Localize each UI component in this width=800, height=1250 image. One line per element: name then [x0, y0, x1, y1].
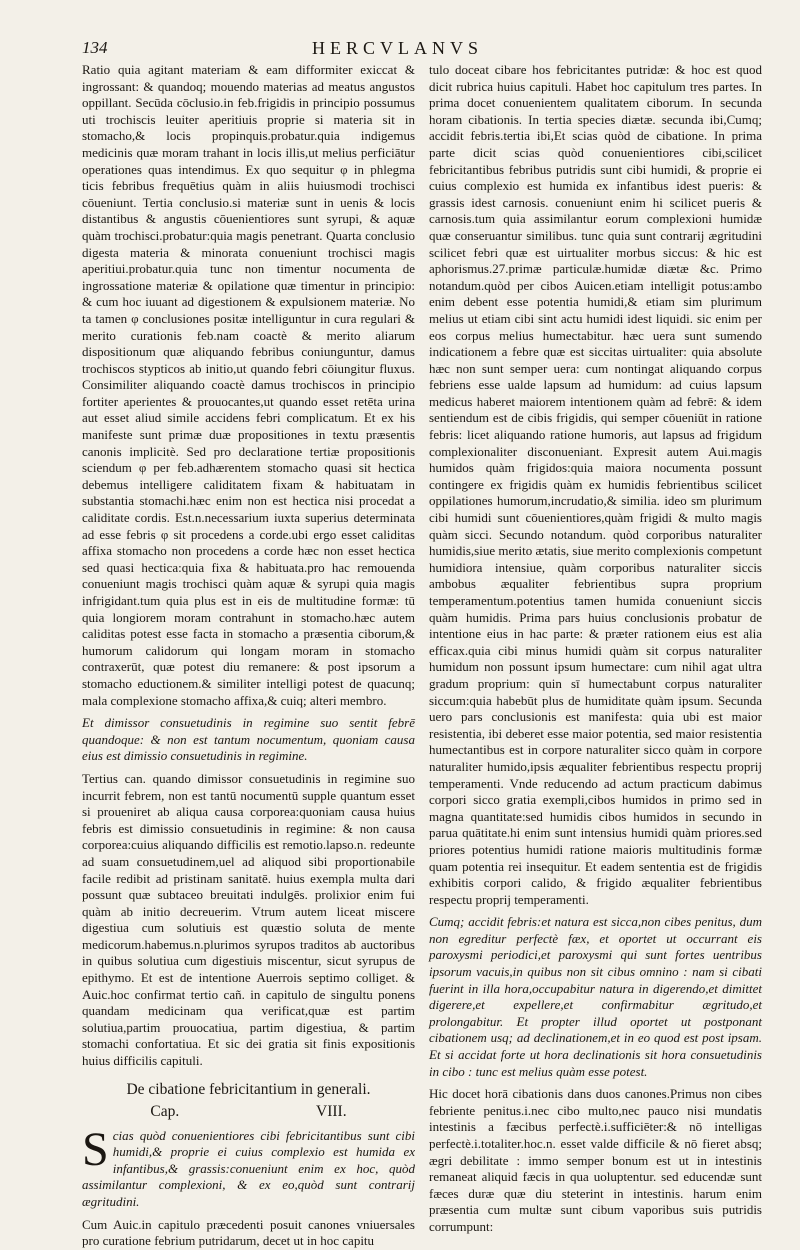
left-paragraph-1: Ratio quia agitant materiam & eam difformiter exiccat & ingrossant: & quandoq; mouendo materias ad meatus angustos oppillant. Secūda cōclusio.in feb.frigidis in principio possumus uti trochiscis leuiter aperitiuis proprie si materia sit in stomacho,& locis propinquis.probatur.quia indigemus medicinis quæ moram trahant in locis illis,ut melius perficiātur operationes quas intendimus. Ex quo sequitur φ in phlegma ticis febribus frequētius quàm in aliis huiusmodi trochisci cōueniunt. Tertia conclusio.si materiæ sunt in uenis & locis distantibus & angustis cōuenientiores sunt syrupi, & aquæ quàm trochisci.probatur:quia magis penetrant. Quarta conclusio digesta materia & minorata conueniunt trochisci magis aperitiui.probatur.quia tunc non timentur nocumenta de ingrossatione materiæ & opilatione quæ timentur in principio: & cum hoc iuuant ad digestionem & expulsionem materiæ. No ta tamen φ conclusiones positæ intelliguntur in cura regulari & merito curationis feb.nam coactè & merito aliarum dispositionum quæ aliquando febribus coniunguntur, damus trochiscos stypticos ab initio,ut quando febri cōiungitur fluxus. Consimiliter aliquando coactè damus trochiscos in principio fortiter aperientes & prouocantes,ut quando esset retēta urina aut esset aliud simile accidens febri complicatum. Et ex his manifeste sunt primæ duæ propositiones in textu præsentis canonis implicitè. Sed pro declaratione tertiæ propositionis sciendum φ per feb.adhærentem stomacho quasi sit hectica debemus intelligere caliditatem fixam & habituatam in substantia stomachi.hæc enim non est hectica nisi procedat a caliditate cordis. Est.n.necessarium iuxta superius determinata ad esse febris φ sit procedens a corde.ubi ergo esset caliditas affixa stomacho non procedens a corde hæc non esset hectica sed quasi hectica:quia fixa & habituata.pro hac remouenda conueniunt magis trochisci quàm aquæ & syrupi quia magis infrigidant.tum quia plus est in eis de multitudine formæ: tū quia longiorem moram contrahunt in stomacho.hæc autem caliditas potest esse facta in stomacho a præsentia ciborum,& humorum calidorum qui longam moram in stomacho contraxerūt, quæ potest diu remanere: & post ipsorum a stomacho eductionem.& similiter intelligi potest de quacunq; mala complexione stomacho affixa,& cuiq; alteri membro.: [82, 62, 415, 708]
dropcap-letter: S: [82, 1122, 109, 1176]
right-paragraph-2: Hic docet horā cibationis dans duos canones.Primus non cibes febriente penitus.i.nec cibo multo,nec pauco nisi mundatis intestinis a fæcibus perfectè.i.sufficiēter:& nō intelligas perfectè.i.totaliter.hoc.n. esset valde difficile & nō fieret absq; ægri debilitate : immo semper bonum est ut in intestinis remaneat aliquid fæcis in qua uoluptentur. sed educendæ sunt fæces duræ quæ diu steterint in intestinis. harum enim præsentia cum multæ sunt cibum vaporibus suis putridis corrumpunt:: [429, 1086, 762, 1234]
chapter-text-italic-body: cias quòd conuenientiores cibi febricitantibus sunt cibi humidi,& proprie ei cuius complexio est humida ex infantibus,& grassis:conueniunt enim ex hoc, quòd assimilantur complexioni, & ex eo,quòd sunt contrarij ægritudini.: [82, 1127, 415, 1209]
right-column: [429, 62, 762, 1234]
page-number: 134: [82, 38, 108, 57]
left-column: [82, 62, 415, 1249]
chapter-number: VIII.: [316, 1102, 347, 1120]
running-head: HERCVLANVS: [312, 38, 484, 58]
right-paragraph-1: tulo doceat cibare hos febricitantes putridæ: & hoc est quod dicit rubrica huius capituli. Habet hoc capitulum tres partes. In prima docet conuenientem qualitatem ciborum. In secunda horam cibationis. In tertia species diætæ. secunda ibi,Cumq; accidit febris.tertia ibi,Et scias quòd de cibatione. In prima parte dicit scias quòd conuenientiores cibi,scilicet febricitantibus febribus putridis sunt cibi humidi, & proprie ei cuius complexio est humida ex infantibus idest pueris: & grassis idest carnosis. conueniunt enim hi scilicet pueris & carnosis.tum quia assimilantur eorum complexioni humidæ quæ conseruantur similibus. tunc quia sunt contrarij ægritudini scilicet febri quæ est uirtualiter morbus siccus: & hic est aphorismus.27.primæ particulæ.humidæ diætæ &c. Primo notandum.quòd per cibos Auicen.etiam intelligit potus:ambo enim debent esse potentia humidi,& etiam sim plurimum melius ut etiam cibi sint actu humidi idest liquidi. sic enim per eos corpus melius humectabitur. hæc uera sunt sumendo indicationem a febre quæ est siccitas uirtualiter: quia absolute hæc non sunt semper uera: cum nontingat aliquando corpus febriens esse ualde lapsum ad humidum: ad cuius lapsum medicus haberet maiorem intentionem quàm ad febrē: & idem sentiendum est de cibis frigidis, qui semper cōueniūt in ratione febris: licet aliquando ratione humoris, aut lapsus ad frigidum complexionaliter disconueniant. Expresit autem Aui.magis humidos quàm frigidos:quia maiora nocumenta possunt contingere ex frigidis quàm ex humidis febrientibus scilicet oppilationes humorum,incrudatio,& similia. ideo sm plurimum cibi humidi sunt cōuenientiores,quàm frigidi & multo magis quàm sicci. Secundo notandum. quòd corporibus naturaliter humidis,siue merito ætatis, siue merito complexionis competunt humidiora intensiue, quàm corporibus naturaliter siccis ambobus æqualiter febrientibus supra proprium temperamentum.potentius tamen humida conueniunt siccis quàm humidis. Prima pars huius conclusionis probatur de intentione eius in hac parte: & præter rationem eius est alia efficax.quia cibi minus humidi quàm sit corpus naturaliter humidum non possunt ipsum humectare: cum nihil agat ultra gradum proprium: quin sī humectabunt corpus naturaliter siccum:quia habebūt plus de humiditate quàm ipsum. Secunda uero pars conclusionis est manifesta: quia ubi est maior resistentia, ibi deberet esse maior potentia, sed maior resistentia humectantibus est in corpore naturaliter sicco quàm in corpore naturaliter humido,ipsis æqualiter febrientibus respectu proprij temperamenti. Vnde reducendo ad actum practicum dabimus corpori sicco gratia exempli,cibos humidos in primo sed in magna quantitate:sed humidis cibos humidos in secundo in parua quātitate.hi enim sunt intensius humidi quàm priores.sed priores potentius humidi ratione maioris multitudinis formæ quam potentia rei insequitur. Et eadem sententia est de frigidis exhibitis corpori calido, & frigido æqualiter febrientibus respectu proprij temperamenti.: [429, 62, 762, 907]
left-quote: Et dimissor consuetudinis in regimine suo sentit febrē quandoque: & non est tantum nocumentum, quoniam causa eius est dimissio consuetudinis in regimine.: [82, 715, 415, 764]
chapter-label: [82, 1102, 415, 1122]
chapter-cap: Cap.: [150, 1102, 180, 1120]
text-columns: [82, 62, 762, 1249]
left-paragraph-3: Cum Auic.in capitulo præcedenti posuit canones vniuersales pro curatione febrium putridarum, decet ut in hoc capitu: [82, 1216, 415, 1249]
left-paragraph-2: Tertius can. quando dimissor consuetudinis in regimine suo incurrit febrem, non est tantū nocumentū supple quantum esset si proueniret ab aliqua causa corporea:quoniam causa huius febris est dimissio consuetudinis in regimine: & non causa corporea:cuius aliquando difficilis est remotio.lapso.n. redeunte ad suam consuetudinem,uel ad aliquod sibi proportionabile facile redibit ad pristinam sanitatē. huius exempla multa dari possunt quæ subtaceo breuitati indulgēs. prolixior enim fui quàm ab initio decreuerim. Vtrum autem liceat miscere digestiua cum solutiuis est quæstio soluta de mente medicorum.habemus.n.plurimos syrupos traditos ab auctoribus in quibus solutiua cum digestiuis miscentur, sicut syrupus de epithymo. Et est de intentione Auerrois septimo colliget. & Auic.hoc confirmat tertio cañ. in capitulo de singultu ponens quandam medicinam qua verificat,quæ est partim solutiua,partim prouocatiua, partim digestiua, & partim stomachi confortatiua. Et sic dei gratia sit finis expositionis huius difficilis capituli.: [82, 770, 415, 1069]
page-header: [82, 38, 762, 60]
chapter-heading: De cibatione febricitantium in generali.: [126, 1080, 371, 1098]
right-quote: Cumq; accidit febris:et natura est sicca,non cibes penitus, dum non egreditur perfectè fæx, et oportet ut occurrant eis paroxysmi periodici,et paroxysmi qui sunt fortes uentribus ipsorum vacuis,in quibus non sit cibus omnino : nam si cibati fuerint in illa hora,occupabitur natura in digerendo,et dimittet digerere,et expellere,et confirmabitur ægritudo,et prolongabitur. Et propter illud oportet ut postponant cibationem usq; ad declinationem,et in eo quod est post ipsam. Et si accidat forte ut hora declinationis sit hora consuetudinis in cibo : tunc est melius quàm esse potest.: [429, 914, 762, 1079]
chapter-text-italic: [82, 1122, 415, 1211]
